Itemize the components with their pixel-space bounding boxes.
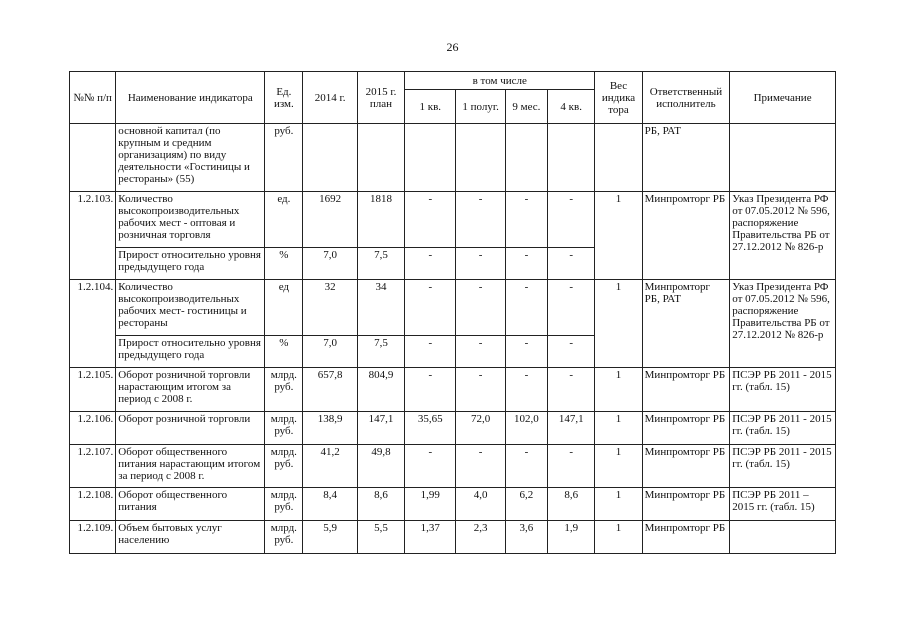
subrow-2014: 7,0 [303, 336, 357, 368]
subrow-2015: 7,5 [357, 336, 404, 368]
row-name: основной капитал (по крупным и средним организациям) по виду деятельности «Гостиницы и рестораны» (55) [116, 124, 265, 192]
row-note [730, 521, 836, 554]
row-weight [595, 124, 642, 192]
page-number: 26 [446, 40, 459, 54]
row-num: 1.2.107. [70, 445, 116, 488]
row-9-months: - [505, 445, 547, 488]
row-note: ПСЭР РБ 2011 - 2015 гг. (табл. 15) [730, 368, 836, 412]
row-weight: 1 [595, 521, 642, 554]
row-2014 [303, 124, 357, 192]
table-row [70, 280, 836, 336]
row-unit: млрд. руб. [265, 521, 303, 554]
row-2014: 5,9 [303, 521, 357, 554]
row-num: 1.2.106. [70, 412, 116, 445]
row-half-year: - [456, 445, 505, 488]
subrow-unit: % [265, 336, 303, 368]
row-q1: - [405, 280, 456, 336]
row-q1: - [405, 445, 456, 488]
header-q1: 1 кв. [405, 90, 456, 124]
row-q4 [548, 124, 595, 192]
subrow-q4: - [548, 248, 595, 280]
row-responsible: Минпромторг РБ [642, 488, 730, 521]
subrow-half-year: - [456, 336, 505, 368]
subrow-q4: - [548, 336, 595, 368]
subrow-9-months: - [505, 336, 547, 368]
row-responsible: Минпромторг РБ [642, 445, 730, 488]
row-2015: 34 [357, 280, 404, 336]
row-q4: - [548, 445, 595, 488]
row-num: 1.2.104. [70, 280, 116, 368]
subrow-unit: % [265, 248, 303, 280]
header-num: №№ п/п [70, 72, 116, 124]
row-unit: руб. [265, 124, 303, 192]
row-num: 1.2.103. [70, 192, 116, 280]
row-responsible: Минпромторг РБ [642, 192, 730, 280]
row-num: 1.2.108. [70, 488, 116, 521]
table-row [70, 124, 836, 192]
header-unit: Ед. изм. [265, 72, 303, 124]
header-including: в том числе [405, 72, 595, 90]
row-q4: 8,6 [548, 488, 595, 521]
row-2014: 32 [303, 280, 357, 336]
row-unit: млрд. руб. [265, 488, 303, 521]
row-weight: 1 [595, 368, 642, 412]
row-q1: 1,37 [405, 521, 456, 554]
row-weight: 1 [595, 280, 642, 368]
subrow-name: Прирост относительно уровня предыдущего года [116, 248, 265, 280]
row-unit: ед [265, 280, 303, 336]
header-half-year: 1 полуг. [456, 90, 505, 124]
row-q4: - [548, 368, 595, 412]
row-2015: 8,6 [357, 488, 404, 521]
row-2015: 5,5 [357, 521, 404, 554]
header-2015-plan: 2015 г. план [357, 72, 404, 124]
table-row [70, 488, 836, 521]
row-weight: 1 [595, 445, 642, 488]
row-note: Указ Президента РФ от 07.05.2012 № 596, распоряжение Правительства РБ от 27.12.2012 № 826-р [730, 280, 836, 368]
row-9-months: 3,6 [505, 521, 547, 554]
row-9-months: 6,2 [505, 488, 547, 521]
table-row [70, 192, 836, 248]
row-2015 [357, 124, 404, 192]
row-9-months: - [505, 368, 547, 412]
row-2014: 138,9 [303, 412, 357, 445]
row-unit: ед. [265, 192, 303, 248]
row-responsible: Минпромторг РБ [642, 412, 730, 445]
header-2014: 2014 г. [303, 72, 357, 124]
row-q4: - [548, 280, 595, 336]
row-q1: 35,65 [405, 412, 456, 445]
row-note: ПСЭР РБ 2011 - 2015 гг. (табл. 15) [730, 412, 836, 445]
row-2014: 657,8 [303, 368, 357, 412]
table-row [70, 521, 836, 554]
table-body [70, 124, 836, 554]
row-q4: 1,9 [548, 521, 595, 554]
row-2014: 41,2 [303, 445, 357, 488]
row-9-months [505, 124, 547, 192]
row-name: Объем бытовых услуг населению [116, 521, 265, 554]
subrow-name: Прирост относительно уровня предыдущего года [116, 336, 265, 368]
row-name: Количество высокопроизводительных рабочих мест- гостиницы и рестораны [116, 280, 265, 336]
subrow-2015: 7,5 [357, 248, 404, 280]
row-name: Оборот общественного питания нарастающим итогом за период с 2008 г. [116, 445, 265, 488]
row-2014: 1692 [303, 192, 357, 248]
row-q1: 1,99 [405, 488, 456, 521]
row-unit: млрд. руб. [265, 445, 303, 488]
row-num: 1.2.105. [70, 368, 116, 412]
row-9-months: - [505, 192, 547, 248]
row-half-year: - [456, 192, 505, 248]
row-9-months: 102,0 [505, 412, 547, 445]
header-q4: 4 кв. [548, 90, 595, 124]
subrow-q1: - [405, 248, 456, 280]
header-name: Наименование индикатора [116, 72, 265, 124]
table-row [70, 445, 836, 488]
row-note: ПСЭР РБ 2011 - 2015 гг. (табл. 15) [730, 445, 836, 488]
row-name: Оборот розничной торговли [116, 412, 265, 445]
row-weight: 1 [595, 412, 642, 445]
row-unit: млрд. руб. [265, 412, 303, 445]
row-q4: 147,1 [548, 412, 595, 445]
row-unit: млрд. руб. [265, 368, 303, 412]
row-num [70, 124, 116, 192]
table-header [70, 72, 836, 124]
row-name: Оборот общественного питания [116, 488, 265, 521]
row-responsible: Минпромторг РБ [642, 368, 730, 412]
row-2015: 804,9 [357, 368, 404, 412]
header-note: Примечание [730, 72, 836, 124]
row-half-year [456, 124, 505, 192]
table-row [70, 412, 836, 445]
row-num: 1.2.109. [70, 521, 116, 554]
row-responsible: РБ, РАТ [642, 124, 730, 192]
row-half-year: - [456, 368, 505, 412]
row-9-months: - [505, 280, 547, 336]
row-responsible: Минпромторг РБ, РАТ [642, 280, 730, 368]
row-q1: - [405, 368, 456, 412]
row-half-year: 72,0 [456, 412, 505, 445]
subrow-9-months: - [505, 248, 547, 280]
row-note: ПСЭР РБ 2011 – 2015 гг. (табл. 15) [730, 488, 836, 521]
row-half-year: - [456, 280, 505, 336]
indicators-table [69, 71, 836, 554]
row-note: Указ Президента РФ от 07.05.2012 № 596, распоряжение Правительства РБ от 27.12.2012 № 826-р [730, 192, 836, 280]
table-row [70, 368, 836, 412]
header-responsible: Ответственный исполнитель [642, 72, 730, 124]
row-name: Количество высокопроизводительных рабочих мест - оптовая и розничная торговля [116, 192, 265, 248]
row-weight: 1 [595, 488, 642, 521]
subrow-half-year: - [456, 248, 505, 280]
header-9-months: 9 мес. [505, 90, 547, 124]
row-2014: 8,4 [303, 488, 357, 521]
row-note [730, 124, 836, 192]
subrow-2014: 7,0 [303, 248, 357, 280]
row-2015: 1818 [357, 192, 404, 248]
row-q1: - [405, 192, 456, 248]
subrow-q1: - [405, 336, 456, 368]
row-half-year: 2,3 [456, 521, 505, 554]
row-2015: 147,1 [357, 412, 404, 445]
row-q4: - [548, 192, 595, 248]
row-half-year: 4,0 [456, 488, 505, 521]
row-2015: 49,8 [357, 445, 404, 488]
row-responsible: Минпромторг РБ [642, 521, 730, 554]
header-weight: Вес индика тора [595, 72, 642, 124]
row-q1 [405, 124, 456, 192]
row-name: Оборот розничной торговли нарастающим итогом за период с 2008 г. [116, 368, 265, 412]
row-weight: 1 [595, 192, 642, 280]
